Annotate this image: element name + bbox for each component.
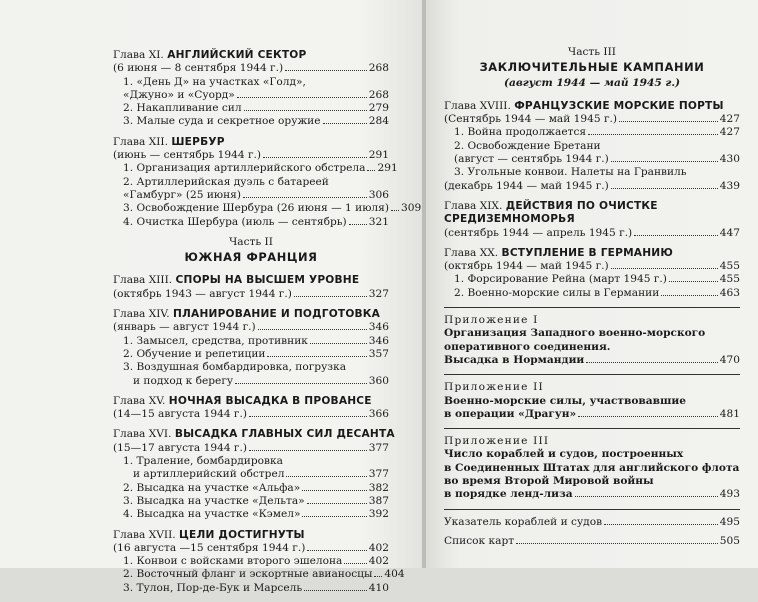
- chapter-dates: (сентябрь 1944 — апрель 1945 г.) 447: [444, 226, 740, 239]
- part-label: Часть III: [568, 46, 616, 58]
- chapter-dates: (июнь — сентябрь 1944 г.) 291: [113, 149, 389, 162]
- toc-entry: 2. Обучение и репетиции 357: [123, 347, 389, 360]
- chapter-heading: Глава XV. НОЧНАЯ ВЫСАДКА В ПРОВАНСЕ: [113, 394, 372, 407]
- chapter-heading: Глава XIV. ПЛАНИРОВАНИЕ И ПОДГОТОВКА: [113, 308, 381, 321]
- toc-entry: и артиллерийский обстрел 377: [133, 468, 389, 481]
- appendix-line: оперативного соединения.: [444, 340, 611, 353]
- appendix-label: Приложение I: [444, 314, 539, 327]
- toc-entry: 3. Тулон, Пор-де-Бук и Марсель 410: [123, 581, 389, 594]
- chapter-heading-cont: СРЕДИЗЕМНОМОРЬЯ: [444, 213, 575, 226]
- chapter-20: [444, 247, 740, 300]
- divider: [444, 428, 740, 429]
- toc-entry: 1. Траление, бомбардировка: [123, 455, 283, 468]
- chapter-dates: (6 июня — 8 сентября 1944 г.) 268: [113, 62, 389, 75]
- chapter-11: [113, 49, 389, 129]
- toc-entry: 2. Артиллерийская дуэль с батареей: [123, 175, 329, 188]
- chapter-12: [113, 135, 422, 229]
- toc-entry: 1. Замысел, средства, противник 346: [123, 334, 389, 347]
- appendix-1: [444, 314, 740, 367]
- chapter-dates: (15—17 августа 1944 г.) 377: [113, 441, 389, 454]
- toc-entry: 4. Высадка на участке «Кэмел» 392: [123, 508, 389, 521]
- toc-entry: (декабрь 1944 — май 1945 г.) 439: [444, 179, 740, 192]
- chapter-heading: Глава XX. ВСТУПЛЕНИЕ В ГЕРМАНИЮ: [444, 246, 673, 259]
- ship-index-entry: Указатель кораблей и судов 495: [444, 515, 740, 528]
- chapter-heading: Глава XIX. ДЕЙСТВИЯ ПО ОЧИСТКЕ: [444, 199, 658, 212]
- toc-entry: (август — сентябрь 1944 г.) 430: [454, 153, 740, 166]
- chapter-dates: (14—15 августа 1944 г.) 366: [113, 408, 389, 421]
- appendix-line: Военно-морские силы, участвовавшие: [444, 394, 686, 407]
- toc-entry: 1. «День Д» на участках «Голд»,: [123, 75, 306, 88]
- toc-entry: 1. Война продолжается 427: [454, 126, 740, 139]
- chapter-13: [113, 274, 389, 301]
- toc-entry: 1. Организация артиллерийского обстрела 291: [123, 162, 398, 175]
- chapter-18: [444, 100, 740, 193]
- toc-entry: 4. Очистка Шербура (июль — сентябрь) 321: [123, 215, 389, 228]
- toc-entry: 2. Накапливание сил 279: [123, 102, 389, 115]
- toc-entry: 1. Форсирование Рейна (март 1945 г.) 455: [454, 273, 740, 286]
- toc-entry: 3. Воздушная бомбардировка, погрузка: [123, 361, 347, 374]
- toc-entry: в операции «Драгун» 481: [444, 407, 740, 420]
- toc-entry: в порядке ленд-лиза 493: [444, 488, 740, 501]
- chapter-heading: Глава XVI. ВЫСАДКА ГЛАВНЫХ СИЛ ДЕСАНТА: [113, 428, 395, 441]
- right-toc: [444, 40, 740, 548]
- toc-entry: Высадка в Нормандии 470: [444, 353, 740, 366]
- toc-entry: «Джуно» и «Суорд» 268: [123, 88, 389, 101]
- appendix-line: Организация Западного военно-морского: [444, 327, 706, 340]
- divider: [444, 509, 740, 510]
- toc-entry: 3. Малые суда и секретное оружие 284: [123, 115, 389, 128]
- map-list-entry: Список карт 505: [444, 534, 740, 547]
- appendix-label: Приложение III: [444, 435, 550, 448]
- chapter-dates: (16 августа —15 сентября 1944 г.) 402: [113, 541, 389, 554]
- divider: [444, 374, 740, 375]
- chapter-dates: (октябрь 1943 — август 1944 г.) 327: [113, 287, 389, 300]
- chapter-15: [113, 395, 389, 422]
- toc-entry: 3. Высадка на участке «Дельта» 387: [123, 494, 389, 507]
- part-title: ЮЖНАЯ ФРАНЦИЯ: [184, 250, 318, 265]
- left-toc: [113, 49, 422, 602]
- chapter-17: [113, 528, 405, 595]
- toc-entry: 2. Военно-морские силы в Германии 463: [454, 286, 740, 299]
- chapter-14: [113, 308, 389, 388]
- part-label: Часть II: [229, 235, 273, 248]
- part-dates: (август 1944 — май 1945 г.): [503, 76, 681, 89]
- toc-entry: 2. Высадка на участке «Альфа» 382: [123, 481, 389, 494]
- appendix-line: Число кораблей и судов, построенных: [444, 448, 684, 461]
- appendix-label: Приложение II: [444, 381, 544, 394]
- right-page: [426, 0, 758, 568]
- chapter-heading: Глава XI. АНГЛИЙСКИЙ СЕКТОР: [113, 49, 307, 61]
- appendix-line: в Соединенных Штатах для английского флота: [444, 461, 740, 474]
- appendix-2: [444, 381, 740, 421]
- chapter-dates: (октябрь 1944 — май 1945 г.) 455: [444, 260, 740, 273]
- toc-entry: «Гамбург» (25 июня) 306: [123, 188, 389, 201]
- toc-entry: и подход к берегу 360: [133, 374, 389, 387]
- toc-entry: 1. Конвои с войсками второго эшелона 402: [123, 555, 389, 568]
- chapter-dates: (январь — август 1944 г.) 346: [113, 321, 389, 334]
- toc-entry: 3. Угольные конвои. Налеты на Гранвиль: [454, 166, 687, 179]
- part-title: ЗАКЛЮЧИТЕЛЬНЫЕ КАМПАНИИ: [479, 60, 705, 75]
- chapter-16: [113, 428, 395, 521]
- chapter-heading: Глава XVII. ЦЕЛИ ДОСТИГНУТЫ: [113, 528, 305, 541]
- appendix-3: [444, 435, 740, 501]
- chapter-dates: (Сентябрь 1944 — май 1945 г.) 427: [444, 113, 740, 126]
- divider: [444, 307, 740, 308]
- chapter-heading: Глава XVIII. ФРАНЦУЗСКИЕ МОРСКИЕ ПОРТЫ: [444, 99, 724, 112]
- toc-entry: 2. Восточный фланг и эскортные авианосцы 404: [123, 568, 405, 581]
- toc-entry: 2. Освобождение Бретани: [454, 139, 601, 152]
- toc-entry: 3. Освобождение Шербура (26 июня — 1 июля) 309: [123, 202, 422, 215]
- appendix-line: во время Второй Мировой войны: [444, 475, 654, 488]
- chapter-19: [444, 200, 740, 240]
- chapter-heading: Глава XII. ШЕРБУР: [113, 135, 225, 148]
- chapter-heading: Глава XIII. СПОРЫ НА ВЫСШЕМ УРОВНЕ: [113, 274, 360, 287]
